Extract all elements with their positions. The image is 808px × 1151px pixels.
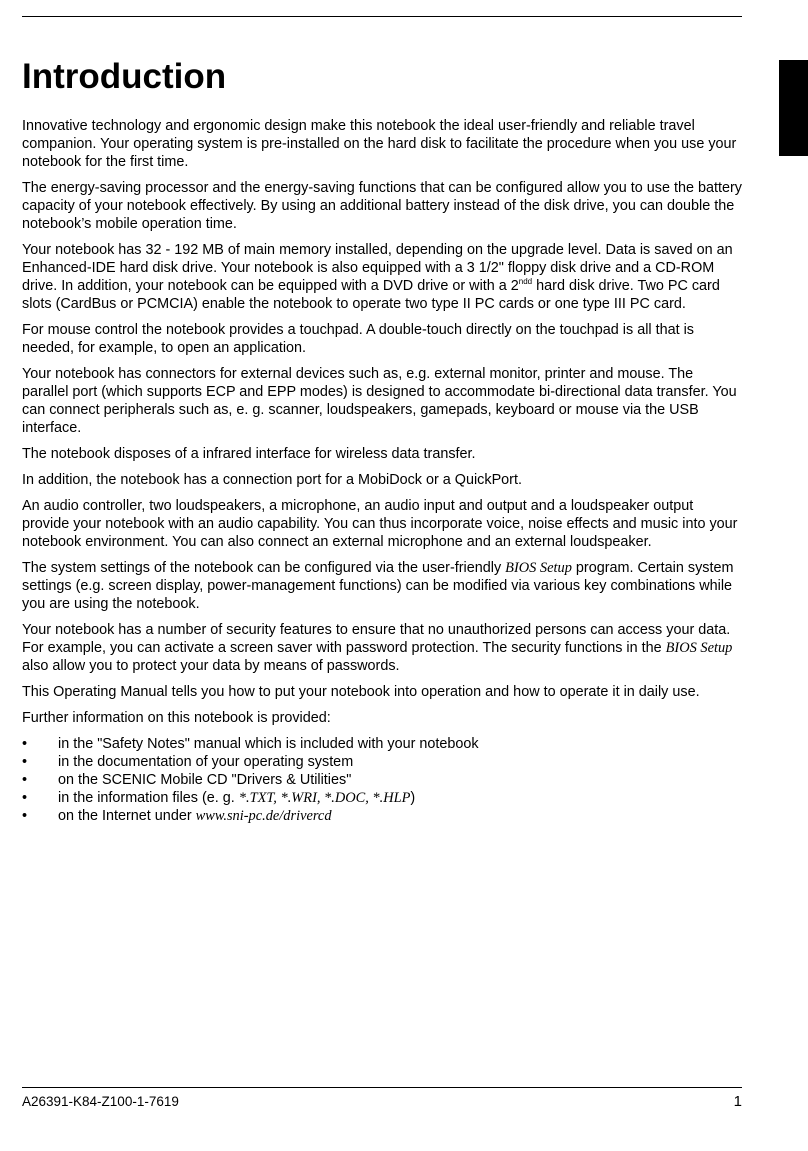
list-item <box>22 807 742 825</box>
list-item-text-b: ) <box>410 790 416 806</box>
page-title: Introduction <box>22 57 227 96</box>
body-content <box>22 117 742 825</box>
paragraph-docking: In addition, the notebook has a connection port for a MobiDock or a QuickPort. <box>22 472 522 488</box>
driver-url: www.sni-pc.de/drivercd <box>195 808 332 824</box>
paragraph-connectors: Your notebook has connectors for external devices such as, e.g. external monitor, printer and mouse. The parallel port (which supports ECP and EPP modes) is designed to accommodate bi-directional data transfer. You can connect peripherals such as, e. g. scanner, loudspeakers, gamepads, keyboard or mouse via the USB interface. <box>22 366 737 436</box>
top-rule <box>22 16 742 17</box>
paragraph-memory <box>22 241 742 313</box>
paragraph-bios <box>22 559 742 613</box>
paragraph-security-text-b: also allow you to protect your data by means of passwords. <box>22 658 400 674</box>
bullet-icon: • <box>22 754 28 770</box>
paragraph-infrared: The notebook disposes of a infrared interface for wireless data transfer. <box>22 446 476 462</box>
paragraph-security <box>22 621 742 675</box>
paragraph-memory-superscript: ndd <box>518 277 533 287</box>
list-item-text: in the documentation of your operating system <box>58 754 354 770</box>
paragraph-further-info: Further information on this notebook is provided: <box>22 710 331 726</box>
paragraph-manual: This Operating Manual tells you how to put your notebook into operation and how to operate it in daily use. <box>22 684 700 700</box>
list-item-text: in the "Safety Notes" manual which is included with your notebook <box>58 736 479 752</box>
bios-setup-term: BIOS Setup <box>505 560 572 576</box>
paragraph-bios-text-a: The system settings of the notebook can be configured via the user-friendly <box>22 560 506 576</box>
bullet-icon: • <box>22 772 28 788</box>
bullet-icon: • <box>22 808 28 824</box>
paragraph-intro: Innovative technology and ergonomic design make this notebook the ideal user-friendly and reliable travel companion. Your operating system is pre-installed on the hard disk to facilitate the procedure when you use your notebook for the first time. <box>22 118 737 170</box>
file-extensions: *.TXT, *.WRI, *.DOC, *.HLP <box>238 790 411 806</box>
bullet-icon: • <box>22 736 28 752</box>
paragraph-energy: The energy-saving processor and the energy-saving functions that can be configured allow you to use the battery capacity of your notebook effectively. By using an additional battery instead of the disk drive, you can double the notebook’s mobile operation time. <box>22 180 742 232</box>
footer-document-code: A26391-K84-Z100-1-7619 <box>22 1094 179 1109</box>
paragraph-memory-text-b: hard disk drive. Two PC card slots (CardBus or PCMCIA) enable the notebook to operate two type II PC cards or one type III PC card. <box>22 278 720 312</box>
list-item <box>22 753 742 771</box>
bios-setup-term-2: BIOS Setup <box>665 640 733 656</box>
list-item-text-a: in the information files (e. g. <box>58 790 239 806</box>
list-item <box>22 735 742 753</box>
bullet-icon: • <box>22 790 28 806</box>
page-number: 1 <box>733 1093 742 1110</box>
list-item-text-a: on the Internet under <box>58 808 196 824</box>
paragraph-memory-text-a: Your notebook has 32 - 192 MB of main memory installed, depending on the upgrade level. Data is saved on an Enhanced-IDE hard disk drive. Your notebook is also equipped with a 3 1/2" floppy disk drive and a CD-ROM drive. In addition, your notebook can be equipped with a DVD drive or with a 2 <box>22 242 733 294</box>
info-source-list <box>22 735 742 825</box>
bottom-rule <box>22 1087 742 1088</box>
chapter-tab-marker <box>779 60 808 156</box>
paragraph-bios-text-b: program. Certain system settings (e.g. screen display, power-management functions) can be modified via various key combinations while you are using the notebook. <box>22 560 734 612</box>
paragraph-security-text-a: Your notebook has a number of security features to ensure that no unauthorized persons can access your data. For example, you can activate a screen saver with password protection. The security functions in the <box>22 622 731 656</box>
paragraph-audio: An audio controller, two loudspeakers, a microphone, an audio input and output and a loudspeaker output provide your notebook with an audio capability. You can thus incorporate voice, noise effects and music into your notebook environment. You can also connect an external microphone and an external loudspeaker. <box>22 498 738 550</box>
list-item-text: on the SCENIC Mobile CD "Drivers & Utilities" <box>58 772 352 788</box>
list-item <box>22 789 742 807</box>
paragraph-touchpad: For mouse control the notebook provides a touchpad. A double-touch directly on the touchpad is all that is needed, for example, to open an application. <box>22 322 694 356</box>
list-item <box>22 771 742 789</box>
